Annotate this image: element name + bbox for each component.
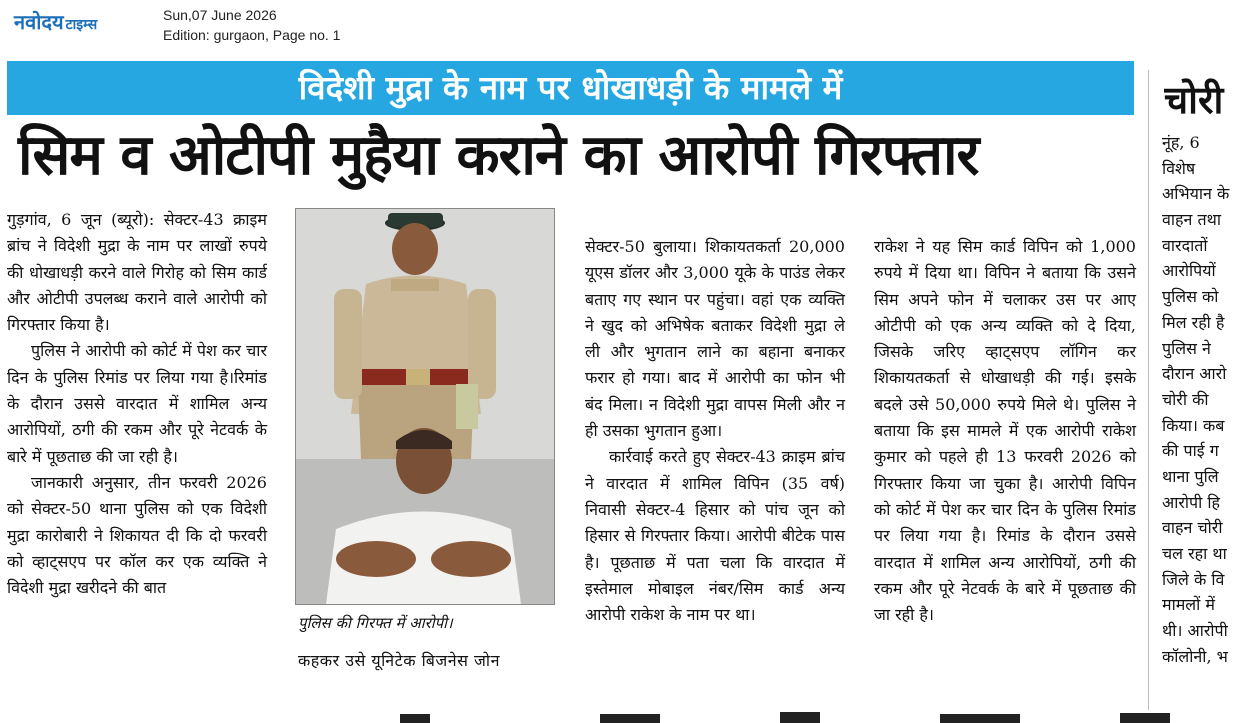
side-article-line: मिल रही है bbox=[1162, 312, 1225, 332]
masthead-bar bbox=[0, 0, 1244, 50]
newspaper-logo[interactable] bbox=[14, 8, 97, 34]
article-headline: सिम व ओटीपी मुहैया कराने का आरोपी गिरफ्तार bbox=[18, 123, 979, 188]
police-officer-photo-illustration bbox=[296, 209, 554, 604]
photo-caption: पुलिस की गिरफ्त में आरोपी। bbox=[298, 614, 453, 632]
paragraph: राकेश ने यह सिम कार्ड विपिन को 1,000 रुपये में दिया था। विपिन ने बताया कि उसने सिम अपने फोन में चलाकर उस पर आए ओटीपी को एक अन्य व्यक्ति को दे दिया, जिसके जरिए व्हाट्सएप लॉगिन कर शिकायतकर्ता से धोखाधड़ी की गई। इसके बदले उसे 50,000 रुपये मिले थे। पुलिस ने बताया कि इस मामले में एक आरोपी राकेश कुमार को पहले ही 13 फरवरी 2026 को गिरफ्तार किया जा चुका है। आरोपी विपिन को कोर्ट में पेश कर चार दिन के पुलिस रिमांड पर लिया गया है। रिमांड के दौरान उससे वारदात में शामिल अन्य आरोपियों, ठगी की रकम और पूरे नेटवर्क के बारे में पूछताछ की जा रही है। bbox=[874, 237, 1136, 625]
side-article-line: दौरान आरो bbox=[1162, 364, 1227, 384]
side-article-line: की पाई ग bbox=[1162, 441, 1219, 461]
article-kicker: विदेशी मुद्रा के नाम पर धोखाधड़ी के मामले में bbox=[7, 61, 1134, 115]
side-article-line: वाहन चोरी bbox=[1162, 518, 1223, 538]
side-article-line: किया। कब bbox=[1162, 415, 1225, 435]
side-article-line: कॉलोनी, भ bbox=[1162, 646, 1228, 666]
article-column-3 bbox=[585, 234, 845, 628]
paragraph: सेक्टर-50 बुलाया। शिकायतकर्ता 20,000 यूएस डॉलर और 3,000 यूके के पाउंड लेकर बताए गए स्थान पर पहुंचा। वहां एक व्यक्ति ने खुद को अभिषेक बताकर विदेशी मुद्रा ले ली और भुगतान लाने का बहाना बनाकर फरार हो गया। बाद में आरोपी का फोन भी बंद मिला। न विदेशी मुद्रा वापस मिली और न ही उसका भुगतान हुआ। bbox=[585, 237, 845, 441]
next-article-cutoff bbox=[380, 710, 1230, 723]
newspaper-page bbox=[0, 50, 1244, 723]
date-line: Sun,07 June 2026 bbox=[163, 7, 277, 23]
side-article-line: नूंह, 6 bbox=[1162, 133, 1200, 152]
column-divider bbox=[1148, 70, 1149, 710]
side-article-line: विशेष bbox=[1162, 158, 1196, 178]
side-article-line: पुलिस ने bbox=[1162, 338, 1211, 358]
edition-line: Edition: gurgaon, Page no. 1 bbox=[163, 27, 341, 43]
side-article-column bbox=[1162, 130, 1244, 723]
side-article-line: आरोपियों bbox=[1162, 261, 1216, 281]
paragraph: कार्रवाई करते हुए सेक्टर-43 क्राइम ब्रांच ने वारदात में शामिल विपिन (35 वर्ष) निवासी सेक्टर-4 हिसार को पांच जून को हिसार से गिरफ्तार किया। आरोपी बीटेक पास है। पूछताछ में पता चला कि वारदात में इस्तेमाल मोबाइल नंबर/सिम कार्ड अन्य आरोपी राकेश के नाम पर था। bbox=[585, 447, 845, 625]
side-article-line: आरोपी हि bbox=[1162, 492, 1220, 512]
side-article-line: मामलों में bbox=[1162, 595, 1215, 615]
side-article-line: जिले के वि bbox=[1162, 569, 1225, 589]
article-column-1 bbox=[7, 207, 267, 601]
side-article-line: थाना पुलि bbox=[1162, 466, 1219, 486]
paragraph: जानकारी अनुसार, तीन फरवरी 2026 को सेक्टर-50 थाना पुलिस को एक विदेशी मुद्रा कारोबारी ने शिकायत दी कि दो फरवरी को व्हाट्सएप पर कॉल कर एक व्यक्ति ने विदेशी मुद्रा खरीदने की बात bbox=[7, 472, 267, 598]
side-article-line: वारदातों bbox=[1162, 235, 1208, 255]
article-column-2-text: कहकर उसे यूनिटेक बिजनेस जोन bbox=[298, 651, 500, 670]
side-article-line: वाहन तथा bbox=[1162, 210, 1221, 230]
logo-sub: टाइम्स bbox=[65, 17, 98, 33]
logo-main: नवोदय bbox=[14, 10, 64, 34]
edition-meta bbox=[163, 5, 340, 45]
side-article-line: चोरी की bbox=[1162, 389, 1209, 409]
article-column-4 bbox=[874, 234, 1136, 628]
side-article-line: चल रहा था bbox=[1162, 544, 1227, 563]
side-article-line: अभियान के bbox=[1162, 184, 1230, 204]
side-article-line: थी। आरोपी bbox=[1162, 621, 1228, 641]
paragraph: पुलिस ने आरोपी को कोर्ट में पेश कर चार दिन के पुलिस रिमांड पर लिया गया है।रिमांड के दौरान उससे वारदात में शामिल अन्य आरोपियों, ठगी की रकम और पूरे नेटवर्क के बारे में पूछताछ की जा रही है। bbox=[7, 341, 267, 466]
side-article-headline: चोरी bbox=[1164, 78, 1224, 122]
paragraph: गुड़गांव, 6 जून (ब्यूरो): सेक्टर-43 क्राइम ब्रांच ने विदेशी मुद्रा के नाम पर लाखों रुपये की धोखाधड़ी करने वाले गिरोह को सिम कार्ड और ओटीपी उपलब्ध कराने वाले आरोपी को गिरफ्तार किया है। bbox=[7, 210, 267, 335]
side-article-line: पुलिस को bbox=[1162, 287, 1219, 307]
news-photo bbox=[295, 208, 555, 605]
